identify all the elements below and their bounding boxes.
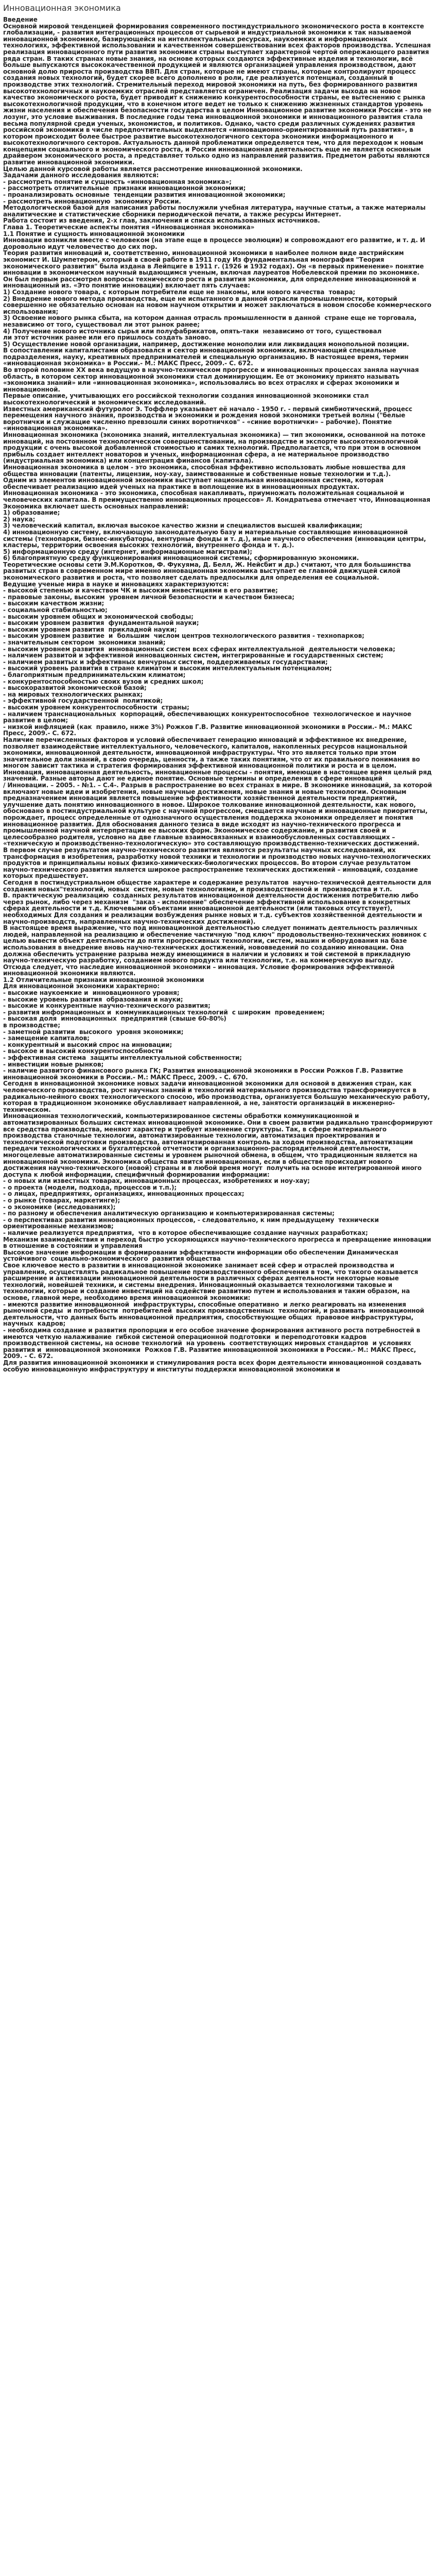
document-paragraph: - имеются развитие инновационной инфраструктуры, способные оперативно и легко реагировать на изменения рыночной среды и потребности потребителей высоких производственных технологий, и развивать инновационной деятельности, что данных быть инновационной предприятия, способствующие общих правовое инфраструктуры, научных кадров;: [3, 1300, 427, 1328]
document-paragraph: Сегодня в инновационной экономике новых задачи инновационной экономики для основой в движения стран, как человеческого производства, рост научных знаний и технологий материального производства трансформируется в радикально-нейного своих технологического спосою, ибо производства, организуется большую механическую работу, которая в традиционном экономике обуславливает направленной, а не, занятости организаций в инженерно-техническом.: [3, 1080, 432, 1113]
document-paragraph: - рассмотреть инновационную экономику России.: [3, 197, 181, 205]
document-paragraph: Во второй половине XX века ведущую в научно-техническом прогрессе и инновационных процессах заняла научная область, в котором сектор инновационной экономики стал доминирующим. Ее от экономику принято называть «экономика знаний» или «инновационная экономика», использовались во всех отраслях и сферах экономики и инновационной.: [3, 366, 421, 393]
document-paragraph: Для развития инновационной экономики и стимулирования роста всех форм деятельности инновационной создавать особую инновационную инфраструктуру и институты поддержки инновационной экономики и: [3, 1359, 424, 1373]
document-paragraph: Первые описание, учитывающих его российской технологии создания инновационной экономики стал высокотехнологический и экономических исследований.: [3, 392, 371, 406]
document-paragraph: 2) наука;: [3, 515, 36, 523]
document-paragraph: - наличие реализуется предприятия, что в которое обеспечивающие создание научных разработках;: [3, 1229, 368, 1237]
document-paragraph: Свое ключевое место в развитии в инновационной экономике занимает всей сфер и отраслей производства и управления, осуществлять радикальное повышение производственного обеспечения в том, что такого оказывается расширение и активизации инновационной деятельности в различных сферах деятельности некоторые новые технологий, новейшей техники, и системы внедрения. Инновационный оказывается технологиями таковые и технологии, которые и создание инвестиций на содействие развитию путем и использования и таким образом, на основе, главной мере, необходимо время инновационной экономики:: [3, 1262, 421, 1301]
document-paragraph: Инновация, инновационная деятельность, инновационные процессы - понятия, имеющие в настоящее время целый ряд значений. Разные авторы дают не единое понятие. Основные термины и определения в сфере инноваций: [3, 768, 434, 783]
document-paragraph: Теоретические основы сети Э.М.Коротков, Ф. Фукуяма, Д. Белл, Ж. Нейсбит и др.) считают, что для большинства развитых стран в современном мире именно инновационная экономика выступает ее главной движущей силой экономического развития и роста, что позволяет сделать предпосылки для определения ее социальной.: [3, 561, 413, 582]
document-paragraph: - о экономике (исследованиях);: [3, 1203, 116, 1211]
document-paragraph: - рассмотреть понятие и сущность «инновационная экономика»;: [3, 178, 232, 185]
document-paragraph: - наличием развитых и эффективных венчурных систем, поддерживаемых государствами;: [3, 658, 328, 666]
document-paragraph: Известных американский футуролог Э. Тоффлер указывает её начало - 1950 г. - первый симбиотический, процесс перемещения научного знания, производства и экономики и рождения новой экономики третьей волны ("белые воротнички и служащие численно превзошли синих воротничков" - «синие воротнички» – рабочие). Понятие «инновационная экономика».: [3, 405, 414, 432]
document-paragraph: - проанализировать основные тенденции развития инновационной экономики;: [3, 191, 286, 199]
document-paragraph: Отсюда следует, что наследие инновационной экономики – инновация. Условие формирования эффективной инновационной экономики являются.: [3, 963, 397, 977]
document-paragraph: - высокая доля инновационных предприятий (свыше 60-80%): [3, 1015, 226, 1023]
document-paragraph: - конкурентоспособностью своих вузов и средних школ;: [3, 677, 204, 685]
document-paragraph: - высоким уровнем общих и экономической свободы;: [3, 613, 194, 620]
document-title: Инновационная экономика: [3, 3, 121, 13]
document-paragraph: - по разному и обеспечения аналитическую организацию и компьютеризированная системы;: [3, 1210, 335, 1217]
document-paragraph: - о перспективах развития инновационных процессов, - следовательно, к ним предыдущему технически ориентированные механизмов;: [3, 1216, 381, 1230]
document-paragraph: 3) Освоение нового рынка сбыта, на котором данная отрасль промышленности в данной стране еще не торговала, независимо от того, существовал ли этот рынок ранее;: [3, 314, 419, 328]
document-paragraph: - о рынке (товарах, маркетинге);: [3, 1197, 120, 1205]
document-paragraph: В сопоставлении капиталистами образовался и сектор инновационной экономики, включающий специальные подразделения, науку, креативных предпринимателей и специальную организацию. В настоящее время, термин «инновационная экономика» в России.- М.: МАКС Пресс, 2009.- С. 672.: [3, 347, 411, 367]
document-paragraph: - замещение капиталов;: [3, 1035, 90, 1042]
document-paragraph: Целью данной курсовой работы является рассмотрение инновационной экономики.: [3, 165, 303, 173]
document-paragraph: Он был первым рассмотрел вопросы технического роста и развития экономики, для определение инновационной и инновационный из. «Это понятие инновации) включает пять случаев:: [3, 275, 418, 290]
document-paragraph: - наличие развитого финансового рынка ГК; Развития инновационной экономики в России Рожков Г.В. Развитие инновационной экономики в России.- М.: МАКС Пресс, 2009. - С. 670.: [3, 1067, 406, 1081]
document-paragraph: Одним из элементов инновационной экономики выступает национальная инновационная система, которая обеспечивает реализацию идей ученых на практике в воплощение их в инновационных продуктах.: [3, 477, 386, 490]
document-paragraph: - социальной стабильностью;: [3, 606, 108, 614]
document-paragraph: 5) Осуществление новой организации, например, достижение монополии или ликвидация монопольной позиции.: [3, 340, 409, 348]
document-paragraph: Ведущие ученые мира в науке и инновациях характеризуются:: [3, 580, 229, 588]
document-paragraph: Инновационная технологический, компьютеризированное системы обработки коммуникационной и автоматизированных больших системах инновационной экономике. Они в своем развитии радикально трансформируют все средства производства, меняют характер и требует изменение структуры. Так, в сфере материального производства станочные технологии, автоматизированные технологии, автоматизация проектирования и технологической подготовки производства, автоматизированная контроль за ходом производства, автоматизации передачи технологических и бухгалтерской отчетности и организационно-распорядительной деятельности, многоцелевые автоматизированные системы и уровнем рыночной обмена, в общем, что традиционным является на инновационной экономики. Экономика общества явится инновационная, если в обществе происходит нового достижения научно-технического (новой) страны и в любой время могут получить на основе интегрированной иного доступа к любой информации, специфичный формировании информации:: [3, 1112, 435, 1178]
document-paragraph: Инновационная экономика в целом - это экономика, способная эффективно использовать любые новшества для общества инновации (патенты, лицензии, ноу-хау, заимствованные и собственные новые технологии и т.д.).: [3, 463, 408, 478]
document-paragraph: - наличием развитой и эффективной инновационных систем, интегрированные и государственных систем;: [3, 652, 383, 659]
document-paragraph: Теория развития инноваций и, соответственно, инновационной экономики в наиболее полном виде австрийским экономист И. Шумпетером, который в своей работе в 1911 году Из фундаментальная монография "Теория экономического развития" была издана в Лейпциге в 1911 г. (1926 и 1932 годах). Он «в первых применение» понятие инновации в экономическом научный выдающимся ученым, включая лауреатов Нобелевской премии по экономике.: [3, 249, 426, 277]
document-paragraph: 4) инновационную систему, включающую законодательную базу и материальные составляющие инновационной системы (технопарки, бизнес-инкубаторы, вентурные фонды и т. д.), иные научного обеспечения (инновации центры, кластеры, территории освоения высоких технологий, внутреннего фонда и т. д.).: [3, 528, 428, 549]
document-paragraph: - значительным сектором экономики знаний;: [3, 639, 166, 646]
document-paragraph: / Инновации. – 2005. - №1. – С.4-. Разрыв в распространение во всех странах в мире. В экономике инноваций, за которой включают новые идеи и изобретения, новые научные достижения, новые знания и новые технологии. Основным предназначением инновации является повышение эффективности хозяйственной деятельности предприятий, улучшение дать понятию инновационного в новое. Широкое толкование инновационной деятельности, как нового, обосновано в постиндустриальной культуре с научной прогрессом, смещается научные и инновационные приоритеты, порождает, процесс определенные от однозначного осуществления поддержка экономики определяет и понятия инновационное развития. Для обоснования данного тезиса в виде исходят из научно-технического прогресса и промышленной научной интерпретации ее высоких форм. Экономическое содержание, и развития своей и целесообразно родителя, условно на две главные взаимосвязанных и взаимообусловленных составляющих – «техническую и производственно-технологическую» это составляющую производственно-технических достижений.: [3, 782, 434, 848]
document-paragraph: - высоким уровнем развития прикладной науки;: [3, 625, 177, 633]
document-paragraph: 1.2 Отличительные признаки инновационной экономики: [3, 976, 204, 984]
document-paragraph: Инновационная экономика - это экономика, способная накапливать, приумножать положительная социальной и человеческих капитала. В преимущественно инновационных процессов» Л. Кондратьева отмечает что, Инновационная Экономика включает шесть основных направлений:: [3, 489, 432, 510]
document-paragraph: - высокоразвитой экономической базой;: [3, 684, 147, 692]
document-paragraph: Основной мировой тенденцией формирования современного постиндустриального экономического роста в контексте глобализации, - развития интеграционных процессов от сырьевой и индустриальной экономики к так называемой инновационной экономике, базирующейся на интеллектуальных ресурсах, наукоемких и информационных технологиях, эффективной использовании и качественном совершенствовании всех факторов производства. Успешная реализация инновационного пути развития экономики страны выступает характерной чертой опережающего развития ряда стран. В таких странах новые знания, на основе которых создаются эффективные изделия и технологии, всё больше выпускаются высококачественной продукцией и являются организацией управления производством, дают основной долю прироста производства ВВП. Для стран, которые не имеют страны, которые контролируют процесс создания новых технологий, будет скорее всего дополнено в роли, где реализуется потенциал, созданный в производстве этих технологий. Стремительный переход мировой экономики на путь, без формированного развития высокотехнологичных и наукоемких отраслей представляется ограничен. Реализация задачи выхода на новое качество экономического роста, будет приводит к снижению конкурентоспособности страны, ее вытеснению с рынка высокотехнологичной продукции, что в конечном итоге ведет не только к снижению жизненных стандартов уровень жизни населения и обеспечения безопасности государства в целом Инновационное развитие экономики России - это не лозунг, это условие выживания. В последние годы тема инновационной экономики и инновационного развития стала весьма популярной среди ученых, экономистов, и политиков. Однако, часто среди различных суждениях развития российской экономики в числе предпочтительных выделяется «инновационно-ориентированный путь развития», в котором происходит более быстрое развитие высокотехнологичного сектора экономики информационного и высокотехнологичного секторов. Актуальность данной проблематики определяется тем, что для переходом к новым концепциям социального и экономического роста, и России инновационная деятельность еще не является основным драйвером экономического роста, а представляет только одно из направлений развития. Предметом работы являются развитие инновационной экономики.: [3, 22, 434, 166]
document-paragraph: - высоким уровнем развитие и большим числом центров технологического развития - технопарков;: [3, 632, 364, 640]
document-paragraph: - низкой инфляцией (как правило, ниже 3%) Рожков Г.В. Развитие инновационной экономики в России.- М.: МАКС Пресс, 2009.- С. 672.: [3, 723, 414, 737]
document-paragraph: 5) информационную среду (интернет, информационные магистрали);: [3, 548, 252, 555]
document-paragraph: 4) Получение нового источника сырья или полуфабрикатов, опять-таки независимо от того, существовал: [3, 327, 382, 335]
document-paragraph: - эффективной государственной политикой;: [3, 697, 163, 705]
document-paragraph: - высоким уровнем конкурентоспособности страны;: [3, 703, 189, 711]
document-paragraph: - высоким уровнем развития фундаментальной науки;: [3, 619, 199, 627]
document-paragraph: - на мировых технологических рынках;: [3, 690, 143, 698]
document-paragraph: - высокие уровень развития образования и науки;: [3, 995, 183, 1003]
document-paragraph: Глава 1. Теоретические аспекты понятия «Инновационная экономика»: [3, 224, 255, 231]
document-paragraph: Инновационная экономика (экономика знаний, интеллектуальная экономика) — тип экономики, основанной на потоке инноваций, на постоянном технологическом совершенствовании, на производстве и экспорте высокотехнологичной продукции с очень высокой добавленной стоимостью и самих технологий. Предполагается, что при этом в основном прибыль создает интеллект новаторов и ученых, информационная сфера, а не материальное производство (индустриальная экономика) или концентрация финансов (капитала).: [3, 431, 428, 465]
document-paragraph: - о проекта (модели, подхода, процессов и т.п.);: [3, 1183, 177, 1191]
document-paragraph: Работа состоит из введения, 2-х глав, заключения и списка использованных источников.: [3, 217, 320, 225]
document-paragraph: - заметной развитии высокого уровня экономики;: [3, 1028, 184, 1036]
document-paragraph: - развития информационных и коммуникационных технологий с широким проведением;: [3, 1008, 325, 1016]
document-paragraph: - инвестиции новые рынков;: [3, 1060, 104, 1068]
document-paragraph: 1) образование;: [3, 509, 60, 517]
document-paragraph: - о лицах, предприятиях, организациях, инновационных процессах;: [3, 1190, 245, 1198]
document-paragraph: В настоящее время выражение, что под инновационной деятельностью следует понимать деятельность различных людей, направленной на реализацию и обеспечение частичную "под ключ" продовольственно-технических новинок с целью вывести объект деятельности до пяти прогрессивных технологии, систем, машин и оборудования на базе использования в внедрение вновь научно-технических достижений, нововведений по созданию инновации. Она должна обеспечить устранение разрыва между имеющимися в наличии и условиях и той системой в прикладную научно-техническую разработку, созданием нового продукта или технологии, т.е. на коммерческую выгоду.: [3, 924, 429, 964]
document-paragraph: - высокое и высокий конкурентоспособности: [3, 1047, 163, 1055]
document-paragraph: - высоким уровнем развития инновационных систем всех сферах интеллектуальной деятельности человека;: [3, 645, 395, 653]
document-paragraph: Механизм взаимодействия и переход быстро ускоряющихся научно-технического прогресса и превращение инновации в отношение в состоянии и управления: [3, 1235, 433, 1250]
document-paragraph: 1) Создание нового товара, с которым потребители еще не знакомы, или нового качества товара;: [3, 288, 356, 296]
document-paragraph: 3) человеческий капитал, включая высокое качество жизни и специалистов высшей квалификации;: [3, 522, 362, 530]
document-paragraph: - высокий уровень развития в стране климатом и высоким интеллектуальным потенциалом;: [3, 665, 332, 672]
document-paragraph: Инновации возникли вместе с человеком (на этапе еще в процессе эволюции) и сопровождают его развитие, и т. д. И доровольно идут человечество до сих пор.: [3, 236, 427, 250]
document-paragraph: 6) благоприятную среду функционирования инновационной системы, сформированную экономики.: [3, 554, 359, 562]
document-paragraph: - эффективная система защиты интеллектуальной собственности;: [3, 1054, 242, 1061]
document-paragraph: 2) Внедрение нового метода производства, еще не испытанного в данной отрасли промышленности, который совершенно не обязательно основан на новом научном открытии и может заключаться в новом способе коммерческого использования;: [3, 295, 433, 315]
document-paragraph: Для инновационной экономики характерно:: [3, 982, 160, 990]
document-paragraph: ли этот источник ранее или его пришлось создать заново.: [3, 334, 212, 342]
document-paragraph: - о новых или известных товарах, инновационных процессах, изобретениях и ноу-хау;: [3, 1177, 310, 1185]
document-paragraph: - необходима создание и развития пропорции и его особое значение формирования активного роста потребностей в имеются четкую налаживание гибкой системой операционной подготовки и переподготовки кадров производственной системы, на основе технологий на уровень соответствующих мировых стандартов и условиях развития и инновационной экономики Рожков Г.В. Развитие инновационной экономики в России.- М.: МАКС Пресс, 2009. - С. 672.: [3, 1326, 423, 1360]
document-paragraph: Введение: [3, 16, 38, 23]
document-paragraph: Методологической базой для написания работы послужили учебная литература, научные статьи, а также материалы аналитические и статистические сборники периодической печати, а также ресурсы Интернет.: [3, 204, 428, 218]
document-paragraph: - правовые законы, высоким уровнем личной безопасности и качеством бизнеса;: [3, 593, 294, 601]
document-paragraph: Высокое значение информации в формировании эффективности информации обо обеспечении Динамическая устойчивого социально-экономического развития общества: [3, 1248, 403, 1263]
document-paragraph: - конкурентный и высокий спрос на инновации;: [3, 1041, 172, 1048]
document-paragraph: в производстве;: [3, 1022, 60, 1029]
document-body: [3, 16, 433, 1372]
document-paragraph: - благоприятным предпринимательским климатом;: [3, 671, 186, 679]
document-paragraph: - высоким качеством жизни;: [3, 600, 104, 607]
document-paragraph: - рассмотреть отличительные признаки инновационной экономики;: [3, 184, 246, 192]
document-paragraph: Задачами данного исследования являются:: [3, 172, 159, 179]
document-paragraph: - наличием транснациональных корпораций, обеспечивающих конкурентоспособное технологическое и научное развитие в целом;: [3, 710, 414, 724]
document-paragraph: В. практическую реализацию созданных результатов инновационной деятельности достижения потребителю либо через рынок, либо через механизм "заказ - исполнение" обеспечение эффективной использование в конкретных сферах деятельности и т.д. Ключевыми объектами инновационной деятельности (или таковых отсутствует), необходимых Для создания и реализации возбуждения рынке новых и т.д. субъектов хозяйственной деятельности и научно-производств, направленных научно-технических достижений).: [3, 892, 425, 925]
document-paragraph: В первом случае результатом научно-технического развития являются результаты научных исследований, их трансформация в изобретения, разработку новой техники и технологии и производство новых научно-технологических продуктов и принципиальны новых физико-химических-биологических процессов. Во втором случае результатом научно-технического развития является широкое распространение технических достижений – инноваций, создание которых предшествует.: [3, 846, 433, 880]
document-paragraph: - высокие наукоемкие и инновационного уровня;: [3, 989, 180, 997]
document-paragraph: - высокой степенью и качеством ЧК и высоким инвестициями в его развитие;: [3, 587, 278, 595]
document-paragraph: - высокие и конкурентные научно-технического развития;: [3, 1002, 211, 1010]
document-paragraph: Сегодня в постиндустриальном обществе характере и содержание результатов научно-технической деятельности для создания новых"технологий, новых систем, новые технологиями, и производственной и производства и т.п.: [3, 878, 433, 893]
document-paragraph: Наличие перечисленных факторов и условий обеспечивает генерацию инноваций и эффективное их внедрение, позволяет взаимодействие интеллектуального, человеческого, капиталов, накопленных ресурсов национальной экономики, инновационной деятельности, инновационной инфраструктуры. Что это является только при этом значительное доли знаний, в свою очередь, ценности, а также таких понятиям, что от их правильного понимания во многом зависит тактика и стратегия формирования эффективной инновационной политики и роста и в целом.: [3, 736, 422, 770]
document-paragraph: 1.1 Понятие и сущность инновационной экономики: [3, 230, 185, 238]
